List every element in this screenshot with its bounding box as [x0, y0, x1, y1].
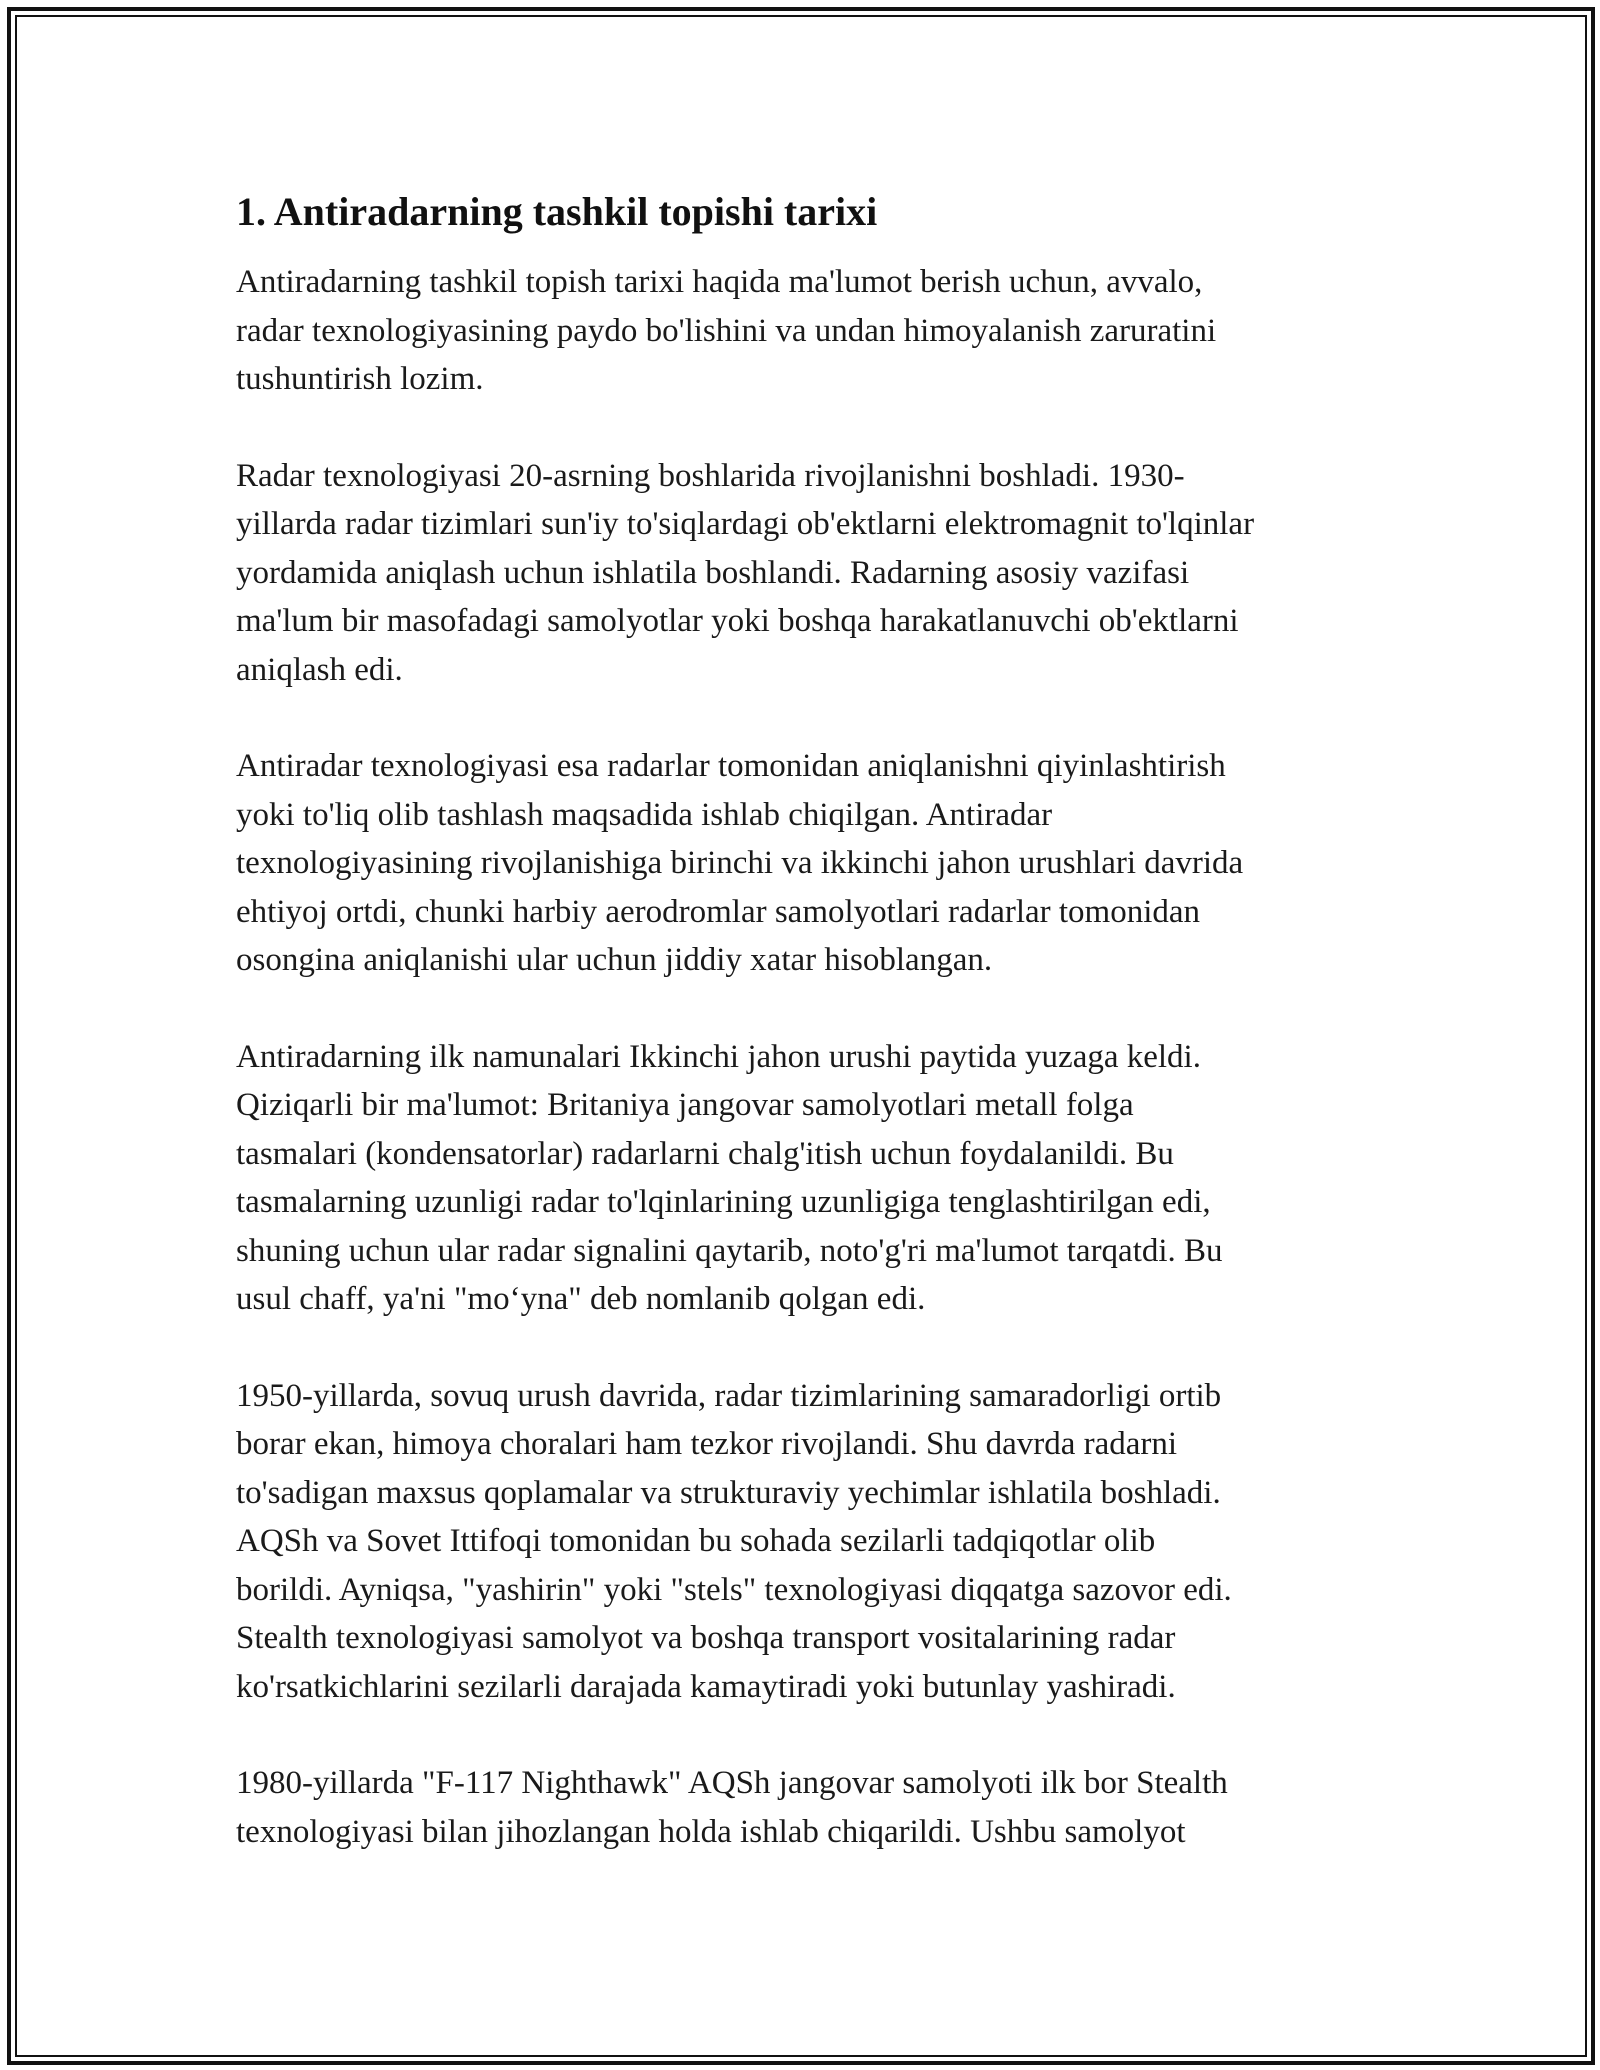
- document-body: [236, 186, 1376, 1904]
- paragraph-cold-war-stealth: 1950-yillarda, sovuq urush davrida, radar tizimlarining samaradorligi ortib borar ekan, himoya choralari ham tezkor rivojlandi. Shu davrda radarni to'sadigan maxsus qoplamalar va strukturaviy yechimlar ishlatila boshladi. AQSh va Sovet Ittifoqi tomonidan bu sohada sezilarli tadqiqotlar olib borildi. Ayniqsa, "yashirin" yoki "stels" texnologiyasi diqqatga sazovor edi. Stealth texnologiyasi samolyot va boshqa transport vositalarining radar ko'rsatkichlarini sezilarli darajada kamaytiradi yoki butunlay yashiradi.: [236, 1377, 1232, 1705]
- paragraph-radar-history: Radar texnologiyasi 20-asrning boshlarida rivojlanishni boshladi. 1930- yillarda radar tizimlari sun'iy to'siqlardagi ob'ektlarni elektromagnit to'lqinlar yordamida aniqlash uchun ishlatila boshlandi. Radarning asosiy vazifasi ma'lum bir masofadagi samolyotlar yoki boshqa harakatlanuvchi ob'ektlarni aniqlash edi.: [236, 457, 1255, 688]
- paragraph-ww2-chaff: Antiradarning ilk namunalari Ikkinchi jahon urushi paytida yuzaga keldi. Qiziqarli bir ma'lumot: Britaniya jangovar samolyotlari metall folga tasmalari (kondensatorlar) radarlarni chalg'itish uchun foydalanildi. Bu tasmalarning uzunligi radar to'lqinlarining uzunligiga tenglashtirilgan edi, shuning uchun ular radar signalini qaytarib, noto'g'ri ma'lumot tarqatdi. Bu usul chaff, ya'ni "mo‘yna" deb nomlanib qolgan edi.: [236, 1038, 1223, 1317]
- section-title: 1. Antiradarning tashkil topishi tarixi: [236, 189, 878, 234]
- paragraph-antiradar-purpose: Antiradar texnologiyasi esa radarlar tomonidan aniqlanishni qiyinlashtirish yoki to'liq olib tashlash maqsadida ishlab chiqilgan. Antiradar texnologiyasining rivojlanishiga birinchi va ikkinchi jahon urushlari davrida ehtiyoj ortdi, chunki harbiy aerodromlar samolyotlari radarlar tomonidan osongina aniqlanishi ular uchun jiddiy xatar hisoblangan.: [236, 748, 1244, 978]
- paragraph-radar-intro: Antiradarning tashkil topish tarixi haqida ma'lumot berish uchun, avvalo, radar texnologiyasining paydo bo'lishini va undan himoyalanish zaruratini tushuntirish lozim.: [236, 264, 1217, 397]
- paragraph-f117: 1980-yillarda "F-117 Nighthawk" AQSh jangovar samolyoti ilk bor Stealth texnologiyasi bilan jihozlangan holda ishlab chiqarildi. Ushbu samolyot: [236, 1765, 1228, 1850]
